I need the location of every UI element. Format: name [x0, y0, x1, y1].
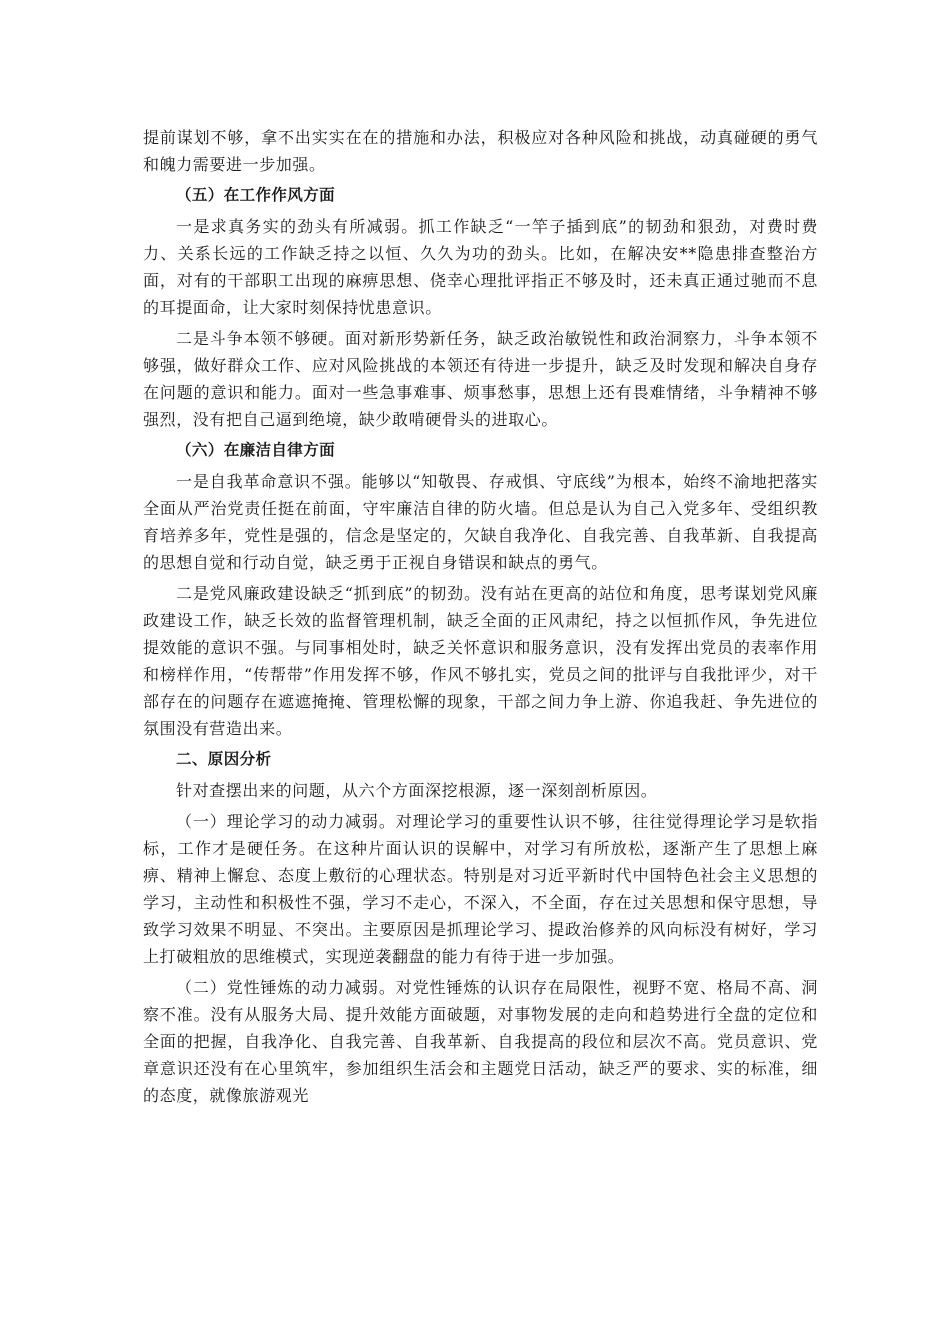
paragraph-integrity-1: 一是自我革命意识不强。能够以“知敬畏、存戒惧、守底线”为根本，始终不渝地把落实全面从严治党责任挺在前面，守牢廉洁自律的防火墙。但总是认为自己入党多年、受组织教育培养多年，党性是强的，信念是坚定的，欠缺自我净化、自我完善、自我革新、自我提高的思想自觉和行动自觉，缺乏勇于正视自身错误和缺点的勇气。 [143, 472, 818, 572]
section-heading-integrity: （六）在廉洁自律方面 [176, 441, 336, 459]
paragraph-continuation: 提前谋划不够，拿不出实实在在的措施和办法，积极应对各种风险和挑战，动真碰硬的勇气和魄力需要进一步加强。 [143, 128, 818, 174]
paragraph-cause-intro: 针对查摆出来的问题，从六个方面深挖根源，逐一深刻剖析原因。 [176, 781, 658, 800]
paragraph-work-style-2: 二是斗争本领不够硬。面对新形势新任务，缺乏政治敏锐性和政治洞察力，斗争本领不够强，做好群众工作、应对风险挑战的本领还有待进一步提升，缺乏及时发现和解决自身存在问题的意识和能力。面对一些急事难事、烦事愁事，思想上还有畏难情绪，斗争精神不够强烈，没有把自己逼到绝境，缺少敢啃硬骨头的进取心。 [143, 329, 818, 429]
document-page [143, 124, 818, 1113]
paragraph-cause-party-spirit: （二）党性锤炼的动力减弱。对党性锤炼的认识存在局限性，视野不宽、格局不高、洞察不准。没有从服务大局、提升效能方面破题，对事物发展的走向和趋势进行全盘的定位和全面的把握，自我净化、自我完善、自我革新、自我提高的段位和层次不高。党员意识、党章意识还没有在心里筑牢，参加组织生活会和主题党日活动，缺乏严的要求、实的标准，细的态度，就像旅游观光 [143, 978, 818, 1105]
section-heading-cause-analysis: 二、原因分析 [176, 750, 272, 768]
paragraph-integrity-2: 二是党风廉政建设缺乏“抓到底”的韧劲。没有站在更高的站位和角度，思考谋划党风廉政建设工作，缺乏长效的监督管理机制，缺乏全面的正风肃纪，持之以恒抓作风，争先进位提效能的意识不强。与同事相处时，缺乏关怀意识和服务意识，没有发挥出党员的表率作用和榜样作用，“传帮带”作用发挥不够，作风不够扎实，党员之间的批评与自我批评少，对干部存在的问题存在遮遮掩掩、管理松懈的现象，干部之间力争上游、你追我赶、争先进位的氛围没有营造出来。 [143, 584, 818, 738]
paragraph-work-style-1: 一是求真务实的劲头有所减弱。抓工作缺乏“一竿子插到底”的韧劲和狠劲，对费时费力、关系长远的工作缺乏持之以恒、久久为功的劲头。比如，在解决安**隐患排查整治方面，对有的干部职工出现的麻痹思想、侥幸心理批评指正不够及时，还未真正通过驰而不息的耳提面命，让大家时刻保持忧患意识。 [143, 217, 818, 317]
paragraph-cause-theory: （一）理论学习的动力减弱。对理论学习的重要性认识不够，往往觉得理论学习是软指标，工作才是硬任务。在这种片面认识的误解中，对学习有所放松，逐渐产生了思想上麻痹、精神上懈怠、态度上敷衍的心理状态。特别是对习近平新时代中国特色社会主义思想的学习，主动性和积极性不强，学习不走心，不深入，不全面，存在过关思想和保守思想，导致学习效果不明显、不突出。主要原因是抓理论学习、提政治修养的风向标没有树好，学习上打破粗放的思维模式，实现逆袭翻盘的能力有待于进一步加强。 [143, 812, 818, 966]
section-heading-work-style: （五）在工作作风方面 [176, 186, 336, 204]
